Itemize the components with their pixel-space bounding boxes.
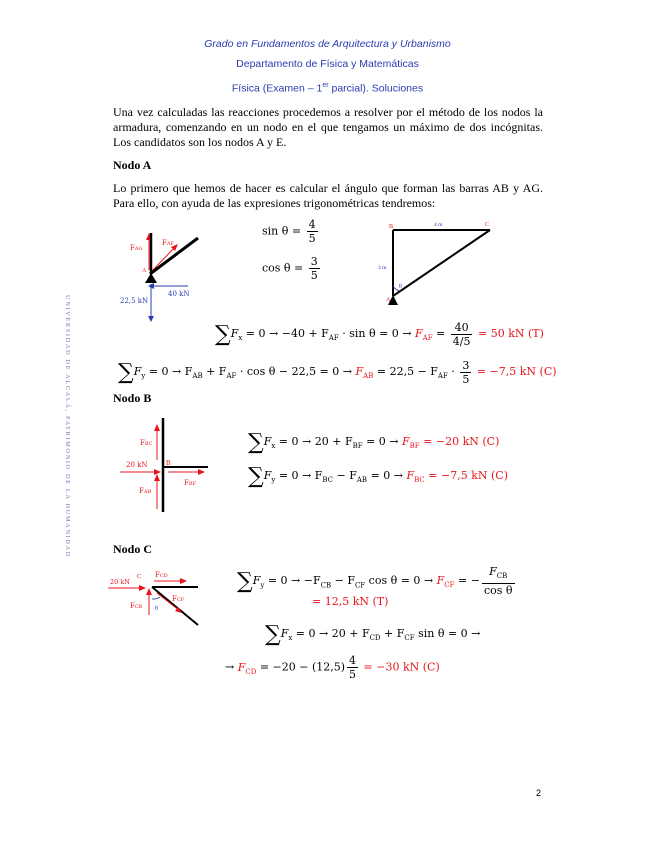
heading-nodo-b: Nodo B: [113, 391, 152, 405]
cos-theta-eq: cos θ = $\frac{3}{5}$: [262, 255, 318, 282]
svg-text:C: C: [485, 222, 490, 228]
node-c-eq-sum-fy: $\sum F_y = 0 \to -F_{CB} - F_{CF}$ $\cos \theta = 0 \to F_{CF}$ = − $\frac{F_{CB}}{\text{cos θ}}$: [237, 565, 513, 598]
node-b-eq-sum-fx: $\sum F_x = 0 \to 20 + F_{BF} = 0 \to F_{BF} = -20$ kN (C): [248, 430, 500, 455]
svg-text:FBC: FBC: [140, 439, 153, 447]
header-degree: Grado en Fundamentos de Arquitectura y Urbanismo: [204, 38, 451, 50]
svg-text:20 kN: 20 kN: [126, 461, 148, 469]
svg-text:C: C: [137, 573, 142, 580]
svg-text:B: B: [166, 459, 171, 467]
svg-text:B: B: [389, 224, 394, 230]
node-a-eq-sum-fy: $\sum F_y = 0 \to F_{AB} + F_{AF} \cdot \cos \theta - 22,5 = 0 \to F_{AB} = 22,5 - F_{AF}$ · $\frac{3}{5}$ = −7,5 kN (C): [118, 358, 557, 386]
triangle-geometry-diagram: [372, 218, 497, 310]
label-f-af: FAF: [162, 239, 174, 247]
svg-text:FCB: FCB: [130, 602, 143, 610]
svg-text:FCF: FCF: [172, 595, 185, 603]
svg-text:θ: θ: [399, 284, 402, 290]
heading-nodo-a: Nodo A: [113, 158, 152, 172]
label-40kn: 40 kN: [168, 290, 190, 298]
label-22-5kn: 22,5 kN: [120, 297, 149, 305]
svg-text:4 m: 4 m: [434, 222, 443, 228]
heading-nodo-c: Nodo C: [113, 542, 153, 556]
sin-theta-eq: sin θ = $\frac{4}{5}$: [262, 218, 316, 245]
node-a-diagram: [118, 230, 213, 322]
paragraph-angle: Lo primero que hemos de hacer es calcular el ángulo que forman las barras AB y AG. Para ello, con ayuda de las expresiones trigonométricas tendremos:: [113, 181, 543, 210]
header-department: Departamento de Física y Matemáticas: [236, 58, 419, 70]
svg-text:20 kN: 20 kN: [110, 578, 130, 586]
paragraph-intro: Una vez calculadas las reacciones procedemos a resolver por el método de los nodos la armadura, comenzando en un nodo en el que tengamos un máximo de dos incógnitas. Los candidatos son los nodos A y E.: [113, 105, 543, 149]
label-a: A: [142, 268, 147, 274]
node-c-eq-sum-fx: $\sum F_x = 0 \to 20 + F_{CD} + F_{CF}$ sin θ = 0 →: [265, 622, 481, 647]
node-b-diagram: [112, 415, 212, 515]
svg-text:FBF: FBF: [184, 479, 197, 487]
side-university-text: UNIVERSIDAD DE ALCALÁ, PATRIMONIO DE LA HUMANIDAD: [64, 295, 71, 558]
node-b-eq-sum-fy: $\sum F_y = 0 \to F_{BC} - F_{AB} = 0 \to F_{BC} = -7,5$ kN (C): [248, 464, 508, 489]
svg-text:FAB: FAB: [139, 487, 152, 495]
node-c-eq-fcf-result: = 12,5 kN (T): [312, 595, 389, 608]
svg-text:3 m: 3 m: [378, 265, 387, 271]
svg-text:θ: θ: [155, 606, 158, 612]
node-c-eq-fcd: → $F_{CD} = -20 - (12,5)$ $\frac{4}{5}$ = −30 kN (C): [225, 654, 440, 681]
label-f-ag: FAG: [130, 244, 143, 252]
node-a-eq-sum-fx: $\sum F_x = 0 \to -40 + F_{AF} \cdot \sin \theta = 0 \to F_{AF}$ = $\frac{40}{4/5}$ = 50 kN (T): [215, 320, 544, 348]
page-number: 2: [536, 788, 542, 798]
svg-text:FCD: FCD: [155, 571, 168, 579]
svg-text:A: A: [386, 297, 391, 303]
node-c-diagram: [108, 565, 203, 630]
header-exam: Física (Examen – 1er parcial). Soluciones: [231, 82, 424, 95]
